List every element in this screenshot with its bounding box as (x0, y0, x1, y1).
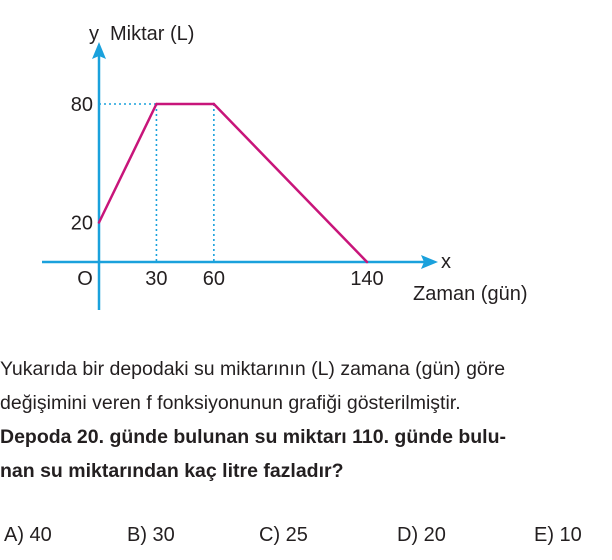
y-axis-letter: y (89, 23, 99, 45)
x-tick-labels (145, 268, 383, 290)
option-e[interactable]: E) 10 (534, 524, 582, 546)
series-lines (99, 104, 367, 262)
y-axis-label: Miktar (L) (110, 23, 195, 45)
x-tick-label-60: 60 (202, 268, 225, 290)
question-text (0, 352, 612, 488)
answer-options (0, 524, 612, 558)
y-tick-labels (71, 94, 93, 235)
series-segment-1 (99, 104, 156, 223)
x-tick-label-30: 30 (145, 268, 168, 290)
question-line-2: değişimini veren f fonksiyonunun grafiği gösterilmiştir. (0, 392, 461, 414)
option-c[interactable]: C) 25 (259, 524, 308, 546)
series-segment-3 (214, 104, 367, 262)
question-line-3: Depoda 20. günde bulunan su miktarı 110. günde bulu- (0, 426, 506, 448)
y-tick-label-20: 20 (70, 212, 93, 235)
question-line-1: Yukarıda bir depodaki su miktarının (L) zamana (gün) göre (0, 358, 506, 380)
x-axis-letter: x (441, 251, 451, 273)
option-b[interactable]: B) 30 (127, 524, 175, 546)
x-axis-label: Zaman (gün) (413, 283, 528, 305)
question-line-4: nan su miktarından kaç litre fazladır? (0, 460, 344, 482)
x-tick-label-140: 140 (350, 268, 384, 290)
y-tick-label-80: 80 (70, 94, 93, 116)
option-a[interactable]: A) 40 (4, 524, 52, 546)
origin-label: O (77, 268, 93, 290)
guide-lines (99, 104, 214, 262)
option-d[interactable]: D) 20 (397, 524, 446, 546)
